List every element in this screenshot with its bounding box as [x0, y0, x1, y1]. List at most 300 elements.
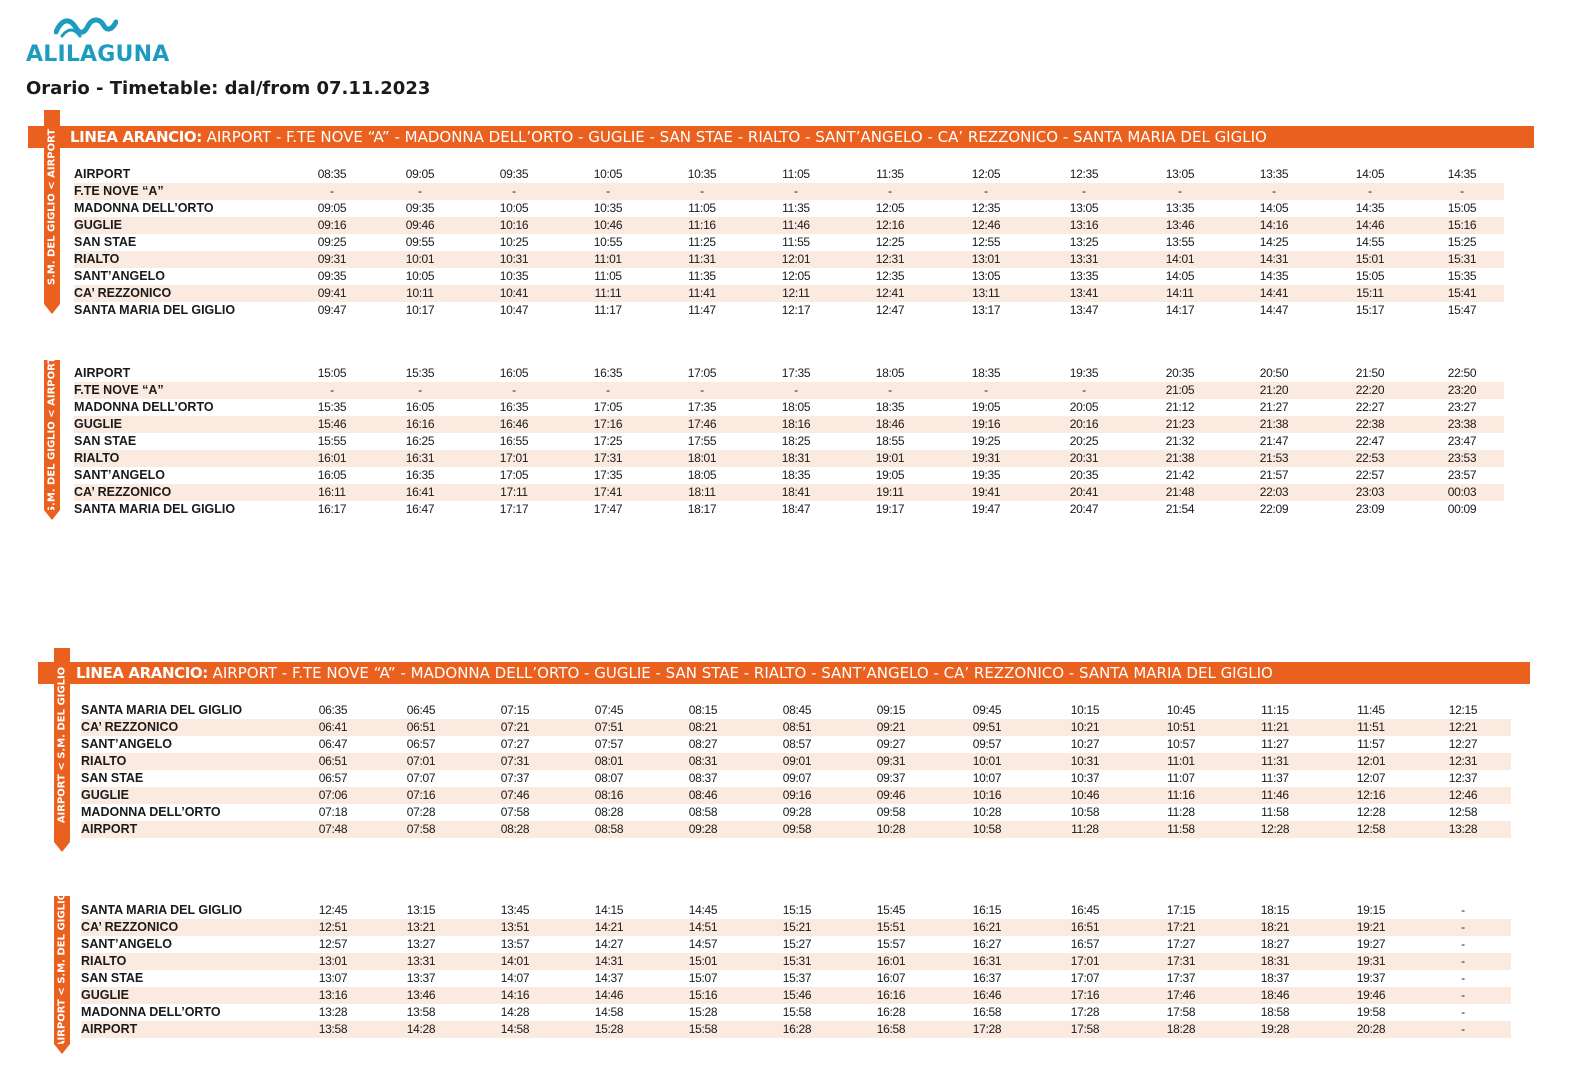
stop-name: GUGLIE [81, 988, 129, 1002]
departure-time: 17:37 [1166, 971, 1196, 985]
departure-time: 12:05 [971, 167, 1001, 181]
departure-time: 11:16 [1167, 788, 1195, 802]
stop-name: F.TE NOVE “A” [74, 383, 164, 397]
departure-time: 18:31 [781, 451, 811, 465]
direction-label: S.M. DEL GIGLIO < AIRPORT [46, 356, 58, 514]
departure-time: 12:51 [318, 920, 348, 934]
departure-time: 12:28 [1260, 822, 1290, 836]
departure-time: 15:15 [782, 903, 812, 917]
stop-name: AIRPORT [74, 366, 131, 380]
departure-time: 10:55 [593, 235, 623, 249]
table-row [81, 970, 1511, 987]
departure-time: 17:35 [687, 400, 717, 414]
departure-time: - [1461, 988, 1465, 1002]
departure-time: 07:57 [594, 737, 624, 751]
departure-time: - [1461, 1005, 1465, 1019]
departure-time: 08:35 [317, 167, 347, 181]
departure-time: 16:15 [972, 903, 1002, 917]
departure-time: 10:27 [1070, 737, 1100, 751]
departure-time: 12:35 [1069, 167, 1099, 181]
departure-time: 19:35 [971, 468, 1001, 482]
table-row [81, 770, 1511, 787]
departure-time: 17:01 [1070, 954, 1100, 968]
departure-time: 17:15 [1166, 903, 1196, 917]
departure-time: 19:31 [971, 451, 1001, 465]
departure-time: 10:31 [499, 252, 529, 266]
departure-time: 14:31 [594, 954, 624, 968]
stop-name: CA’ REZZONICO [74, 485, 172, 499]
departure-time: 06:51 [406, 720, 436, 734]
departure-time: 16:46 [972, 988, 1002, 1002]
departure-time: 14:31 [1259, 252, 1289, 266]
departure-time: 19:28 [1260, 1022, 1290, 1036]
departure-time: 13:47 [1069, 303, 1099, 317]
departure-time: 00:03 [1447, 485, 1477, 499]
stop-name: RIALTO [81, 954, 127, 968]
departure-time: - [512, 383, 516, 397]
departure-time: 13:01 [971, 252, 1001, 266]
departure-time: - [330, 383, 334, 397]
departure-time: 18:58 [1260, 1005, 1290, 1019]
departure-time: 19:16 [971, 417, 1001, 431]
departure-time: 16:05 [405, 400, 435, 414]
departure-time: 13:45 [500, 903, 530, 917]
departure-time: 11:05 [782, 167, 810, 181]
departure-time: 17:35 [593, 468, 623, 482]
departure-time: - [984, 184, 988, 198]
departure-time: 12:01 [781, 252, 811, 266]
departure-time: - [1082, 383, 1086, 397]
departure-time: 21:12 [1165, 400, 1195, 414]
timetable [81, 902, 1511, 1038]
direction-label: AIRPORT < S.M. DEL GIGLIO [56, 666, 68, 824]
departure-time: 16:55 [499, 434, 529, 448]
departure-time: 12:28 [1356, 805, 1386, 819]
stop-name: MADONNA DELL’ORTO [74, 201, 214, 215]
stop-name: SANTA MARIA DEL GIGLIO [81, 703, 243, 717]
departure-time: 09:46 [405, 218, 435, 232]
stop-name: RIALTO [81, 754, 127, 768]
departure-time: 12:55 [971, 235, 1001, 249]
departure-time: 18:47 [781, 502, 811, 516]
departure-time: 17:25 [593, 434, 623, 448]
departure-time: 13:28 [318, 1005, 348, 1019]
departure-time: 10:25 [499, 235, 529, 249]
departure-time: 21:42 [1165, 468, 1195, 482]
departure-time: 15:16 [1447, 218, 1477, 232]
departure-time: 18:05 [781, 400, 811, 414]
table-row [81, 736, 1511, 753]
table-row [74, 399, 1504, 416]
stop-name: SANT’ANGELO [81, 937, 172, 951]
departure-time: 23:38 [1447, 417, 1477, 431]
table-row [81, 936, 1511, 953]
departure-time: 13:27 [406, 937, 436, 951]
table-row [74, 268, 1504, 285]
departure-time: 19:46 [1356, 988, 1386, 1002]
departure-time: 13:58 [406, 1005, 436, 1019]
departure-time: 19:11 [876, 485, 904, 499]
stop-name: GUGLIE [74, 218, 122, 232]
departure-time: 09:25 [317, 235, 347, 249]
table-row [74, 251, 1504, 268]
departure-time: 08:58 [688, 805, 718, 819]
departure-time: - [1368, 184, 1372, 198]
departure-time: 10:37 [1070, 771, 1100, 785]
departure-time: 14:28 [500, 1005, 530, 1019]
departure-time: 18:15 [1260, 903, 1290, 917]
departure-time: 11:35 [782, 201, 810, 215]
departure-time: 12:31 [1448, 754, 1478, 768]
timetable [74, 166, 1504, 319]
departure-time: 22:03 [1259, 485, 1289, 499]
departure-time: 14:11 [1166, 286, 1194, 300]
departure-time: 18:37 [1260, 971, 1290, 985]
departure-time: 18:27 [1260, 937, 1290, 951]
direction-arrow [44, 110, 60, 304]
departure-time: 09:45 [972, 703, 1002, 717]
departure-time: - [418, 184, 422, 198]
departure-time: 10:05 [593, 167, 623, 181]
departure-time: 21:54 [1165, 502, 1195, 516]
departure-time: 14:46 [1355, 218, 1385, 232]
departure-time: 10:31 [1070, 754, 1100, 768]
departure-time: 13:11 [972, 286, 1000, 300]
departure-time: 08:28 [594, 805, 624, 819]
departure-time: 10:58 [1070, 805, 1100, 819]
departure-time: 14:05 [1259, 201, 1289, 215]
table-row [81, 1021, 1511, 1038]
departure-time: 09:35 [405, 201, 435, 215]
departure-time: 15:35 [1447, 269, 1477, 283]
departure-time: - [606, 184, 610, 198]
timetable [74, 365, 1504, 518]
departure-time: 14:51 [688, 920, 718, 934]
departure-time: 15:31 [1447, 252, 1477, 266]
table-row [81, 702, 1511, 719]
departure-time: 21:38 [1259, 417, 1289, 431]
stop-name: SAN STAE [74, 235, 137, 249]
departure-time: 14:25 [1259, 235, 1289, 249]
departure-time: 18:35 [971, 366, 1001, 380]
departure-time: 23:20 [1447, 383, 1477, 397]
departure-time: 12:17 [781, 303, 811, 317]
departure-time: 11:01 [594, 252, 622, 266]
table-row [74, 200, 1504, 217]
departure-time: 10:17 [405, 303, 435, 317]
departure-time: 14:15 [594, 903, 624, 917]
departure-time: 15:16 [688, 988, 718, 1002]
table-row [81, 719, 1511, 736]
departure-time: 16:31 [972, 954, 1002, 968]
departure-time: 12:16 [1356, 788, 1386, 802]
departure-time: 13:46 [406, 988, 436, 1002]
brand-name: ALILAGUNA [26, 42, 170, 67]
departure-time: 09:46 [876, 788, 906, 802]
departure-time: 10:16 [499, 218, 529, 232]
departure-time: - [330, 184, 334, 198]
departure-time: 16:45 [1070, 903, 1100, 917]
brand-logo [26, 14, 170, 68]
departure-time: 08:28 [500, 822, 530, 836]
departure-time: 22:57 [1355, 468, 1385, 482]
departure-time: 21:20 [1259, 383, 1289, 397]
departure-time: 13:16 [1069, 218, 1099, 232]
departure-time: 11:15 [1261, 703, 1289, 717]
departure-time: - [1461, 903, 1465, 917]
departure-time: 12:31 [875, 252, 905, 266]
departure-time: 19:37 [1356, 971, 1386, 985]
departure-time: 17:05 [593, 400, 623, 414]
departure-time: 16:46 [499, 417, 529, 431]
departure-time: 15:11 [1356, 286, 1384, 300]
departure-time: 14:45 [688, 903, 718, 917]
departure-time: 07:58 [406, 822, 436, 836]
departure-time: 17:16 [1070, 988, 1100, 1002]
departure-time: 13:28 [1448, 822, 1478, 836]
departure-time: 19:35 [1069, 366, 1099, 380]
table-row [74, 433, 1504, 450]
table-row [74, 365, 1504, 382]
departure-time: - [888, 383, 892, 397]
departure-time: 08:21 [688, 720, 718, 734]
departure-time: 12:37 [1448, 771, 1478, 785]
departure-time: 12:27 [1448, 737, 1478, 751]
stop-name: SANT’ANGELO [74, 269, 165, 283]
departure-time: 19:25 [971, 434, 1001, 448]
stop-name: AIRPORT [81, 822, 138, 836]
departure-time: 19:31 [1356, 954, 1386, 968]
departure-time: 20:31 [1069, 451, 1099, 465]
departure-time: 13:16 [318, 988, 348, 1002]
stop-name: AIRPORT [81, 1022, 138, 1036]
table-row [74, 450, 1504, 467]
departure-time: 23:27 [1447, 400, 1477, 414]
departure-time: 16:28 [876, 1005, 906, 1019]
departure-time: 21:05 [1165, 383, 1195, 397]
departure-time: - [1178, 184, 1182, 198]
departure-time: 12:05 [781, 269, 811, 283]
departure-time: 23:03 [1355, 485, 1385, 499]
departure-time: 08:46 [688, 788, 718, 802]
departure-time: - [1461, 1022, 1465, 1036]
departure-time: 17:27 [1166, 937, 1196, 951]
departure-time: 10:45 [1166, 703, 1196, 717]
line-route: AIRPORT - F.TE NOVE “A” - MADONNA DELL’ORTO - GUGLIE - SAN STAE - RIALTO - SANT’ANGELO - CA’ REZZONICO - SANTA MARIA DEL GIGLIO [201, 128, 1267, 146]
departure-time: 15:05 [1447, 201, 1477, 215]
departure-time: 09:35 [317, 269, 347, 283]
departure-time: 10:07 [972, 771, 1002, 785]
stop-name: SAN STAE [74, 434, 137, 448]
departure-time: 10:16 [972, 788, 1002, 802]
departure-time: 16:16 [876, 988, 906, 1002]
departure-time: 14:47 [1259, 303, 1289, 317]
departure-time: 16:05 [317, 468, 347, 482]
stop-name: SANT’ANGELO [81, 737, 172, 751]
departure-time: 07:58 [500, 805, 530, 819]
departure-time: 10:35 [593, 201, 623, 215]
departure-time: 11:21 [1261, 720, 1289, 734]
departure-time: 20:50 [1259, 366, 1289, 380]
departure-time: 08:51 [782, 720, 812, 734]
departure-time: 17:11 [500, 485, 528, 499]
departure-time: 16:47 [405, 502, 435, 516]
departure-time: 20:35 [1165, 366, 1195, 380]
departure-time: 18:41 [781, 485, 811, 499]
departure-time: 11:27 [1261, 737, 1289, 751]
departure-time: 15:37 [782, 971, 812, 985]
departure-time: 09:28 [782, 805, 812, 819]
departure-time: 18:55 [875, 434, 905, 448]
departure-time: 07:37 [500, 771, 530, 785]
departure-time: 07:16 [406, 788, 436, 802]
departure-time: 18:25 [781, 434, 811, 448]
departure-time: 14:37 [594, 971, 624, 985]
departure-time: 11:58 [1261, 805, 1289, 819]
departure-time: 09:37 [876, 771, 906, 785]
departure-time: 11:57 [1357, 737, 1385, 751]
departure-time: 16:57 [1070, 937, 1100, 951]
departure-time: 08:58 [594, 822, 624, 836]
departure-time: 13:51 [500, 920, 530, 934]
stop-name: CA’ REZZONICO [74, 286, 172, 300]
departure-time: 15:07 [688, 971, 718, 985]
departure-time: 17:07 [1070, 971, 1100, 985]
departure-time: 08:27 [688, 737, 718, 751]
departure-time: 13:55 [1165, 235, 1195, 249]
departure-time: 13:57 [500, 937, 530, 951]
departure-time: 15:35 [405, 366, 435, 380]
departure-time: 07:21 [500, 720, 530, 734]
line-banner [62, 126, 1534, 148]
direction-arrow [54, 648, 70, 842]
departure-time: 09:27 [876, 737, 906, 751]
departure-time: 14:35 [1355, 201, 1385, 215]
direction-arrow [54, 891, 70, 1049]
departure-time: 14:05 [1165, 269, 1195, 283]
departure-time: 10:57 [1166, 737, 1196, 751]
departure-time: 11:31 [688, 252, 716, 266]
departure-time: 20:28 [1356, 1022, 1386, 1036]
departure-time: 14:58 [500, 1022, 530, 1036]
table-row [81, 753, 1511, 770]
departure-time: 13:37 [406, 971, 436, 985]
departure-time: 11:46 [782, 218, 810, 232]
table-row [74, 501, 1504, 518]
departure-time: 09:16 [317, 218, 347, 232]
departure-time: 23:57 [1447, 468, 1477, 482]
stop-name: SANTA MARIA DEL GIGLIO [81, 903, 243, 917]
departure-time: 09:31 [317, 252, 347, 266]
table-row [81, 787, 1511, 804]
departure-time: 16:01 [876, 954, 906, 968]
departure-time: 14:01 [1165, 252, 1195, 266]
departure-time: 16:35 [593, 366, 623, 380]
departure-time: 18:28 [1166, 1022, 1196, 1036]
page-title: Orario - Timetable: dal/from 07.11.2023 [26, 78, 431, 99]
departure-time: 19:21 [1356, 920, 1386, 934]
stop-name: CA’ REZZONICO [81, 920, 179, 934]
departure-time: - [1461, 971, 1465, 985]
departure-time: 20:41 [1069, 485, 1099, 499]
departure-time: 16:17 [317, 502, 347, 516]
table-row [74, 416, 1504, 433]
departure-time: 08:07 [594, 771, 624, 785]
table-row [74, 285, 1504, 302]
departure-time: - [1461, 937, 1465, 951]
departure-time: 13:35 [1069, 269, 1099, 283]
departure-time: 14:16 [1259, 218, 1289, 232]
departure-time: 11:05 [594, 269, 622, 283]
table-row [74, 467, 1504, 484]
departure-time: 21:32 [1165, 434, 1195, 448]
departure-time: 11:35 [876, 167, 904, 181]
departure-time: 18:11 [688, 485, 716, 499]
departure-time: - [418, 383, 422, 397]
departure-time: - [888, 184, 892, 198]
departure-time: 16:35 [499, 400, 529, 414]
departure-time: 15:46 [317, 417, 347, 431]
departure-time: 09:21 [876, 720, 906, 734]
departure-time: 15:17 [1355, 303, 1385, 317]
departure-time: 19:41 [971, 485, 1001, 499]
departure-time: 06:57 [318, 771, 348, 785]
departure-time: 14:05 [1355, 167, 1385, 181]
stop-name: SANTA MARIA DEL GIGLIO [74, 502, 236, 516]
departure-time: 22:38 [1355, 417, 1385, 431]
departure-time: 08:31 [688, 754, 718, 768]
departure-time: - [794, 184, 798, 198]
departure-time: 11:17 [594, 303, 622, 317]
departure-time: 10:01 [972, 754, 1002, 768]
departure-time: 07:46 [500, 788, 530, 802]
departure-time: 09:28 [688, 822, 718, 836]
departure-time: 19:15 [1356, 903, 1386, 917]
departure-time: 09:57 [972, 737, 1002, 751]
departure-time: 21:50 [1355, 366, 1385, 380]
departure-time: 07:15 [500, 703, 530, 717]
departure-time: - [984, 383, 988, 397]
departure-time: 14:35 [1259, 269, 1289, 283]
departure-time: 18:46 [875, 417, 905, 431]
direction-arrow [44, 356, 60, 514]
departure-time: - [512, 184, 516, 198]
departure-time: 15:57 [876, 937, 906, 951]
departure-time: 18:46 [1260, 988, 1290, 1002]
departure-time: 16:21 [972, 920, 1002, 934]
departure-time: 09:35 [499, 167, 529, 181]
departure-time: 15:58 [688, 1022, 718, 1036]
departure-time: 14:16 [500, 988, 530, 1002]
departure-time: 16:37 [972, 971, 1002, 985]
departure-time: - [1272, 184, 1276, 198]
departure-time: 14:17 [1165, 303, 1195, 317]
departure-time: 19:17 [875, 502, 905, 516]
departure-time: 18:35 [875, 400, 905, 414]
departure-time: 21:47 [1259, 434, 1289, 448]
departure-time: 15:51 [876, 920, 906, 934]
departure-time: 11:28 [1071, 822, 1099, 836]
departure-time: 16:58 [972, 1005, 1002, 1019]
departure-time: 11:47 [688, 303, 716, 317]
departure-time: 16:41 [405, 485, 435, 499]
departure-time: 20:35 [1069, 468, 1099, 482]
departure-time: 06:47 [318, 737, 348, 751]
departure-time: 15:27 [782, 937, 812, 951]
table-row [81, 902, 1511, 919]
departure-time: 12:47 [875, 303, 905, 317]
departure-time: 22:50 [1447, 366, 1477, 380]
